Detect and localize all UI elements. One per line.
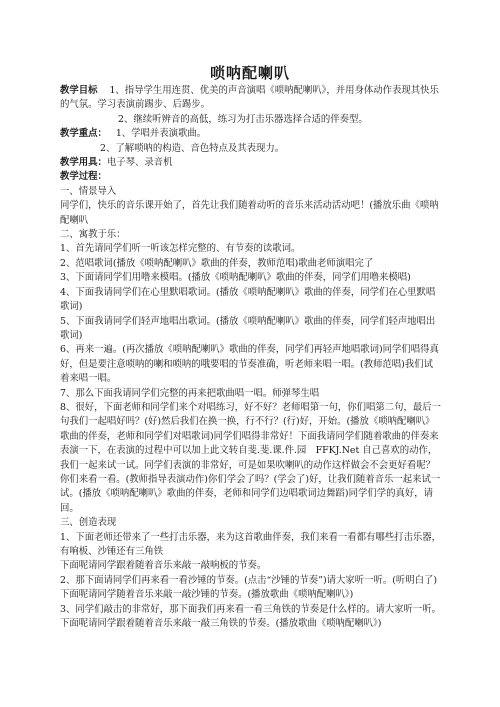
goal-2: 2、继续听辨音的高低，练习为打击乐器选择合适的伴奏型。 [118,113,368,125]
process-label: 教学过程： [60,171,107,183]
section-2-item-8: 8、很好，下面老师和同学们来个对唱练习，好不好？老师唱第一句，你们唱第二句，最后一句我们一起唱好吗？(好)然后我们在换一换，行不行？(行)好，开始。(播放《唢呐配喇叭》歌曲的伴奏，老师和同学们对唱歌词)同学们唱得非常好！下面我请同学们随着歌曲的伴奏来表演一下，在表演的过程中可以加上此文转自斐.斐.课.件.园 FFKJ.Net 自己喜欢的动作，我们一起来试一试。同学们表演的非常好，可是如果吹喇叭的动作这样做会不会更好看呢？你们来看一看。(教师指导表演动作)你们学会了吗？(学会了)好，让我们随着音乐一起来试一试。(播放《唢呐配喇叭》歌曲的伴奏，老师和同学们边唱歌词边舞蹈)同学们学的真好，请回。 [60,401,441,514]
document-title: 唢呐配喇叭 [209,64,290,82]
tools-paragraph [60,156,442,170]
goals-paragraph [60,84,442,113]
section-2-item-4: 4、下面我请同学们在心里默唱歌词。(播放《唢呐配喇叭》歌曲的伴奏，同学们在心里默唱歌词) [60,286,436,313]
tools-text: 电子琴、录音机 [106,157,173,169]
key-paragraph [60,127,442,141]
goal-1: 1、指导学生用连贯、优美的声音演唱《唢呐配喇叭》，并用身体动作表现其快乐的气氛。学习表演前踢步、后踢步。 [60,85,439,111]
section-2-item-3: 3、下面请同学们用噜来模唱。(播放《唢呐配喇叭》歌曲的伴奏，同学们用噜来模唱) [60,272,411,284]
section-2-item-2: 2、范唱歌词(播放《唢呐配喇叭》歌曲的伴奏，教师范唱)歌曲老师演唱完了 [60,257,374,269]
section-2-item-5: 5、下面我请同学们轻声地唱出歌词。(播放《唢呐配喇叭》歌曲的伴奏，同学们轻声地唱出歌词) [60,315,436,341]
section-2-title: 二、寓教于乐： [60,229,126,241]
section-3-item-1: 1、下面老师还带来了一些打击乐器，来为这首歌曲伴奏，我们来看一看都有哪些打击乐器，有响板、沙锤还有三角铁 [60,531,441,557]
section-3-title: 三、创造表现 [60,517,117,529]
section-2-item-7: 7、那么下面我请同学们完整的再来把歌曲唱一唱。师弹琴生唱 [60,387,320,399]
goals-label: 教学目标 [60,85,98,96]
tools-label: 教学用具： [60,157,107,169]
document-body [60,84,442,631]
key-2: 2、了解唢呐的构造、音色特点及其表现力。 [100,142,285,154]
key-label: 教学重点： [60,128,107,140]
section-3-item-1b: 下面呢请同学跟着随着音乐来敲一敲响板的节奏。 [60,560,267,572]
key-1: 1、学唱并表演歌曲。 [115,128,207,140]
section-1-title: 一、情景导入 [60,185,117,197]
section-3-item-3: 3、同学们敲击的非常好，那下面我们再来看一看三角铁的节奏是什么样的。请大家听一听。下面呢请同学跟着随着音乐来敲一敲三角铁的节奏。(播放歌曲《唢呐配喇叭》) [60,603,441,630]
section-2-item-6: 6、再来一遍。(再次播放《唢呐配喇叭》歌曲的伴奏，同学们再轻声地唱歌词)同学们唱得真好，但是要注意唢呐的喇和唢呐的哦要唱的节奏准确，听老师来唱一唱。(教师范唱)我们试着来唱一唱。 [60,344,439,385]
section-1-paragraph: 同学们，快乐的音乐课开始了，首先让我们随着动听的音乐来活动活动吧！(播放乐曲《唢呐配喇叭 [60,200,439,226]
section-3-item-2: 2、那下面请同学们再来看一看沙锤的节奏。(点击“沙锤的节奏”)请大家听一听。(听明白了)下面呢请同学随着音乐来敲一敲沙锤的节奏。(播放歌曲《唢呐配喇叭》) [60,574,438,601]
section-2-item-1: 1、首先请同学们听一听该怎样完整的、有节奏的读歌词。 [60,243,301,255]
